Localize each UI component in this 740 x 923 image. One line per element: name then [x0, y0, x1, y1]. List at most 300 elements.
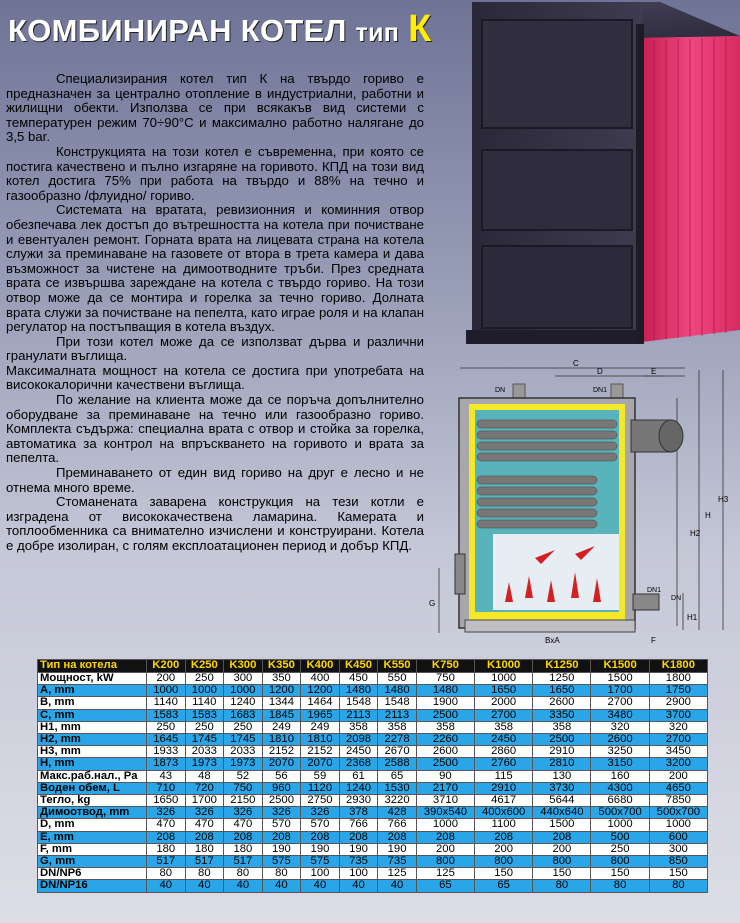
table-cell: 735	[378, 856, 417, 868]
table-cell: 1845	[262, 709, 301, 721]
table-cell: 358	[475, 721, 533, 733]
table-cell: 208	[378, 831, 417, 843]
table-cell: 190	[339, 843, 378, 855]
table-cell: 400x600	[475, 807, 533, 819]
header-cell: K350	[262, 660, 301, 673]
label-BxA: BxA	[545, 636, 560, 645]
table-cell: 56	[262, 770, 301, 782]
label-G: G	[429, 599, 436, 608]
table-cell: 2170	[416, 782, 474, 794]
table-cell: 1965	[301, 709, 340, 721]
table-cell: 800	[591, 856, 649, 868]
table-cell: 190	[262, 843, 301, 855]
table-cell: 40	[262, 880, 301, 892]
table-cell: 2500	[416, 709, 474, 721]
table-cell: 3730	[533, 782, 591, 794]
table-cell: 61	[339, 770, 378, 782]
table-cell: 1683	[224, 709, 263, 721]
table-cell: 249	[262, 721, 301, 733]
table-cell: 2098	[339, 734, 378, 746]
table-cell: 1240	[339, 782, 378, 794]
boiler-middle-door	[482, 150, 632, 230]
table-row	[38, 795, 708, 807]
table-cell: 450	[339, 673, 378, 685]
title-type-word: тип	[355, 19, 400, 47]
table-cell: 250	[147, 721, 186, 733]
table-cell: 65	[416, 880, 474, 892]
table-cell: 1500	[533, 819, 591, 831]
table-cell: 850	[649, 856, 707, 868]
table-cell: 2500	[533, 734, 591, 746]
table-cell: 1480	[378, 685, 417, 697]
table-cell: 40	[378, 880, 417, 892]
table-cell: 52	[224, 770, 263, 782]
table-row	[38, 709, 708, 721]
table-cell: 2368	[339, 758, 378, 770]
table-cell: 208	[301, 831, 340, 843]
table-row	[38, 746, 708, 758]
table-cell: 1140	[185, 697, 224, 709]
boiler-edge	[636, 24, 644, 342]
table-cell: 115	[475, 770, 533, 782]
table-cell: 326	[147, 807, 186, 819]
table-cell: 2750	[301, 795, 340, 807]
table-row	[38, 758, 708, 770]
paragraph-2: Конструкцията на този котел е съвременна, при която се постига качествено и пълно изгаряне на горивото. КПД на този вид котел достига 75% при работа на твърдо и 88% на течно и газообразно /флуидно/ гориво.	[6, 143, 424, 203]
table-cell: 800	[533, 856, 591, 868]
table-cell: 100	[301, 868, 340, 880]
table-cell: 3350	[533, 709, 591, 721]
header-cell: K250	[185, 660, 224, 673]
table-cell: 1700	[591, 685, 649, 697]
label-C: C	[573, 359, 579, 368]
table-cell: 208	[339, 831, 378, 843]
description-text	[6, 72, 424, 554]
table-cell: 190	[301, 843, 340, 855]
table-cell: 3200	[649, 758, 707, 770]
table-cell: 2600	[533, 697, 591, 709]
table-cell: 1650	[533, 685, 591, 697]
table-cell: 2000	[475, 697, 533, 709]
table-cell: 500	[591, 831, 649, 843]
table-cell: 326	[301, 807, 340, 819]
page-title	[8, 8, 432, 51]
table-cell: 3220	[378, 795, 417, 807]
table-cell: 1973	[185, 758, 224, 770]
table-header-row	[38, 660, 708, 673]
table-cell: 1250	[533, 673, 591, 685]
table-cell: 2910	[533, 746, 591, 758]
table-row	[38, 868, 708, 880]
table-cell: 378	[339, 807, 378, 819]
boiler-base	[466, 330, 644, 344]
table-cell: 1750	[649, 685, 707, 697]
table-cell: 4617	[475, 795, 533, 807]
table-cell: 710	[147, 782, 186, 794]
table-cell: 1900	[416, 697, 474, 709]
table-row	[38, 880, 708, 892]
table-cell: 250	[224, 721, 263, 733]
row-label: Воден обем, L	[38, 782, 147, 794]
paragraph-1: Специализирания котел тип К на твърдо гориво е предназначен за централно отопление в индустриални, работни и жилищни обекти. Използва се при всякакъв вид системи с температурен режим 70÷90°С и максимално работно налягане до 3,5 bar.	[6, 71, 424, 145]
title-type-letter: К	[408, 8, 432, 50]
table-cell: 208	[262, 831, 301, 843]
table-cell: 208	[533, 831, 591, 843]
label-F: F	[651, 636, 656, 645]
table-cell: 358	[416, 721, 474, 733]
label-DN-lower: DN	[671, 595, 682, 602]
table-cell: 40	[185, 880, 224, 892]
table-cell: 150	[475, 868, 533, 880]
table-cell: 3450	[649, 746, 707, 758]
table-row	[38, 734, 708, 746]
header-cell: K550	[378, 660, 417, 673]
table-body	[38, 673, 708, 893]
table-cell: 517	[147, 856, 186, 868]
table-cell: 65	[378, 770, 417, 782]
row-label: DN/NP16	[38, 880, 147, 892]
boiler-diagram	[425, 358, 740, 658]
table-cell: 2700	[649, 734, 707, 746]
title-main: КОМБИНИРАН КОТЕЛ	[8, 13, 347, 48]
table-cell: 500x700	[649, 807, 707, 819]
table-cell: 90	[416, 770, 474, 782]
paragraph-4: При този котел може да се използват дърва и различни гранулати въглища.	[6, 333, 424, 364]
row-label: Макс.раб.нал., Pa	[38, 770, 147, 782]
table-cell: 1530	[378, 782, 417, 794]
row-label: A, mm	[38, 685, 147, 697]
table-cell: 208	[185, 831, 224, 843]
table-cell: 2033	[185, 746, 224, 758]
header-cell: K450	[339, 660, 378, 673]
table-cell: 5644	[533, 795, 591, 807]
boiler-photo	[460, 0, 740, 360]
table-cell: 1583	[147, 709, 186, 721]
table-cell: 2450	[475, 734, 533, 746]
table-row	[38, 856, 708, 868]
label-DN1-lower: DN1	[647, 587, 662, 594]
table-cell: 2700	[475, 709, 533, 721]
table-cell: 2260	[416, 734, 474, 746]
table-cell: 125	[416, 868, 474, 880]
table-cell: 2152	[262, 746, 301, 758]
table-cell: 1873	[147, 758, 186, 770]
table-cell: 440x640	[533, 807, 591, 819]
table-row	[38, 831, 708, 843]
table-cell: 250	[185, 673, 224, 685]
table-cell: 2588	[378, 758, 417, 770]
table-cell: 1000	[147, 685, 186, 697]
table-cell: 300	[224, 673, 263, 685]
table-cell: 517	[224, 856, 263, 868]
table-cell: 2152	[301, 746, 340, 758]
row-label: F, mm	[38, 843, 147, 855]
flue-cap	[659, 420, 683, 452]
table-cell: 470	[147, 819, 186, 831]
table-cell: 800	[416, 856, 474, 868]
table-cell: 250	[185, 721, 224, 733]
table-cell: 3710	[416, 795, 474, 807]
table-cell: 80	[533, 880, 591, 892]
row-label: H2, mm	[38, 734, 147, 746]
table-cell: 150	[533, 868, 591, 880]
table-cell: 470	[224, 819, 263, 831]
table-cell: 208	[416, 831, 474, 843]
table-row	[38, 721, 708, 733]
header-cell: K750	[416, 660, 474, 673]
table-row	[38, 685, 708, 697]
paragraph-8: Стоманената заварена конструкция на тези котли е изградена от висококачествена ламарина. Камерата и топлообменника са внимателно изчислени и конструирани. Котела е добре изолиран, с голям експлоатационен период и добър КПД.	[6, 494, 424, 553]
table-cell: 1480	[339, 685, 378, 697]
table-cell: 720	[185, 782, 224, 794]
row-label: Димоотвод, mm	[38, 807, 147, 819]
table-cell: 1000	[475, 673, 533, 685]
table-cell: 320	[591, 721, 649, 733]
table-cell: 800	[475, 856, 533, 868]
table-cell: 180	[185, 843, 224, 855]
diagram-base	[465, 620, 635, 632]
table-cell: 2900	[649, 697, 707, 709]
paragraph-3: Системата на вратата, ревизионния и коминния отвор обезпечава лек достъп до вътрешността на котела при почистване и евентуален ремонт. Горната врата на лицевата страна на котела служи за преминаване на газовете от втора в трета камера и дава възможност за чистене на димоотводните тръби. През средната врата се извършва зареждане на котела с твърдо гориво. На този отвор може да се монтира и горелка за течно гориво. Долната врата служи за почистване на пепелта, като играе роля и на клапан регулатор на постъпващия в котела въздух.	[6, 202, 424, 335]
table-cell: 960	[262, 782, 301, 794]
table-cell: 766	[378, 819, 417, 831]
header-cell: K300	[224, 660, 263, 673]
table-cell: 3250	[591, 746, 649, 758]
table-cell: 40	[224, 880, 263, 892]
table-cell: 766	[339, 819, 378, 831]
table-cell: 80	[224, 868, 263, 880]
table-cell: 1548	[378, 697, 417, 709]
table-cell: 7850	[649, 795, 707, 807]
table-cell: 2930	[339, 795, 378, 807]
table-cell: 1000	[591, 819, 649, 831]
table-cell: 3480	[591, 709, 649, 721]
table-row	[38, 807, 708, 819]
header-cell: K1250	[533, 660, 591, 673]
table-cell: 130	[533, 770, 591, 782]
table-cell: 550	[378, 673, 417, 685]
table-cell: 40	[339, 880, 378, 892]
table-row	[38, 770, 708, 782]
table-cell: 2910	[475, 782, 533, 794]
table-cell: 125	[378, 868, 417, 880]
table-cell: 80	[185, 868, 224, 880]
table-cell: 326	[262, 807, 301, 819]
header-cell: K1800	[649, 660, 707, 673]
table-cell: 249	[301, 721, 340, 733]
table-cell: 1810	[262, 734, 301, 746]
table-cell: 1650	[475, 685, 533, 697]
table-cell: 3150	[591, 758, 649, 770]
table-cell: 180	[224, 843, 263, 855]
table-cell: 358	[339, 721, 378, 733]
table-cell: 200	[147, 673, 186, 685]
row-label: B, mm	[38, 697, 147, 709]
table-row	[38, 782, 708, 794]
table-cell: 575	[262, 856, 301, 868]
row-label: G, mm	[38, 856, 147, 868]
table-cell: 2500	[262, 795, 301, 807]
table-cell: 2070	[301, 758, 340, 770]
boiler-side-panel	[642, 36, 740, 342]
paragraph-7: Преминаването от един вид гориво на друг е лесно и не отнема много време.	[6, 465, 424, 495]
table-cell: 2033	[224, 746, 263, 758]
table-cell: 150	[649, 868, 707, 880]
label-DN1: DN1	[593, 387, 608, 394]
table-cell: 40	[147, 880, 186, 892]
table-cell: 2860	[475, 746, 533, 758]
table-cell: 160	[591, 770, 649, 782]
table-cell: 1464	[301, 697, 340, 709]
table-cell: 1200	[262, 685, 301, 697]
row-label: Тегло, kg	[38, 795, 147, 807]
table-cell: 208	[147, 831, 186, 843]
table-cell: 1700	[185, 795, 224, 807]
table-cell: 2113	[378, 709, 417, 721]
table-row	[38, 673, 708, 685]
table-cell: 4300	[591, 782, 649, 794]
header-cell: K200	[147, 660, 186, 673]
header-cell: K400	[301, 660, 340, 673]
table-cell: 2150	[224, 795, 263, 807]
row-label: H1, mm	[38, 721, 147, 733]
table-cell: 80	[591, 880, 649, 892]
table-cell: 1240	[224, 697, 263, 709]
table-cell: 1140	[147, 697, 186, 709]
table-cell: 428	[378, 807, 417, 819]
table-cell: 1745	[224, 734, 263, 746]
table-cell: 350	[262, 673, 301, 685]
table-cell: 65	[475, 880, 533, 892]
label-DN: DN	[495, 387, 506, 394]
table-cell: 750	[416, 673, 474, 685]
table-cell: 250	[591, 843, 649, 855]
table-cell: 2760	[475, 758, 533, 770]
table-cell: 750	[224, 782, 263, 794]
table-row	[38, 819, 708, 831]
table-cell: 1548	[339, 697, 378, 709]
boiler-upper-door	[482, 20, 632, 128]
row-label: C, mm	[38, 709, 147, 721]
table-cell: 6680	[591, 795, 649, 807]
table-cell: 326	[185, 807, 224, 819]
table-cell: 1000	[185, 685, 224, 697]
table-cell: 1000	[224, 685, 263, 697]
table-cell: 517	[185, 856, 224, 868]
label-E: E	[651, 367, 657, 376]
table-cell: 2670	[378, 746, 417, 758]
table-cell: 80	[262, 868, 301, 880]
table-cell: 1650	[147, 795, 186, 807]
table-cell: 2278	[378, 734, 417, 746]
table-cell: 190	[378, 843, 417, 855]
table-cell: 3700	[649, 709, 707, 721]
table-cell: 575	[301, 856, 340, 868]
table-cell: 208	[475, 831, 533, 843]
return-nozzle	[633, 594, 659, 610]
table-row	[38, 843, 708, 855]
row-label: DN/NP6	[38, 868, 147, 880]
table-cell: 400	[301, 673, 340, 685]
table-cell: 2500	[416, 758, 474, 770]
table-row	[38, 697, 708, 709]
table-cell: 150	[591, 868, 649, 880]
row-label: H3, mm	[38, 746, 147, 758]
table-cell: 2450	[339, 746, 378, 758]
paragraph-5: Максималната мощност на котела се достига при употребата на висококалорични качествени въглища.	[6, 362, 424, 393]
row-label: H, mm	[38, 758, 147, 770]
table-cell: 1973	[224, 758, 263, 770]
header-cell: K1000	[475, 660, 533, 673]
table-cell: 570	[301, 819, 340, 831]
table-cell: 40	[301, 880, 340, 892]
paragraph-6: По желание на клиента може да се поръча допълнително оборудване за преминаване на течно или газообразно гориво. Комплекта съдържа: специална врата с отвор и стойка за горелка, автоматика за контрол на впръскването на горивото и врата за пепелта.	[6, 392, 424, 466]
table-cell: 1344	[262, 697, 301, 709]
table-cell: 470	[185, 819, 224, 831]
table-cell: 48	[185, 770, 224, 782]
table-cell: 2700	[591, 697, 649, 709]
table-cell: 2070	[262, 758, 301, 770]
table-cell: 1500	[591, 673, 649, 685]
table-cell: 326	[224, 807, 263, 819]
table-cell: 1745	[185, 734, 224, 746]
table-cell: 1583	[185, 709, 224, 721]
table-cell: 1933	[147, 746, 186, 758]
table-cell: 43	[147, 770, 186, 782]
table-cell: 1120	[301, 782, 340, 794]
table-cell: 1800	[649, 673, 707, 685]
table-cell: 300	[649, 843, 707, 855]
label-H1: H1	[687, 613, 698, 622]
table-cell: 600	[649, 831, 707, 843]
table-cell: 1480	[416, 685, 474, 697]
table-cell: 1100	[475, 819, 533, 831]
table-cell: 208	[224, 831, 263, 843]
table-cell: 180	[147, 843, 186, 855]
table-cell: 1000	[416, 819, 474, 831]
table-cell: 2600	[591, 734, 649, 746]
table-cell: 200	[475, 843, 533, 855]
label-H3: H3	[718, 495, 729, 504]
table-cell: 735	[339, 856, 378, 868]
table-cell: 358	[533, 721, 591, 733]
table-cell: 358	[378, 721, 417, 733]
row-label: Мощност, kW	[38, 673, 147, 685]
table-cell: 390x540	[416, 807, 474, 819]
table-cell: 1810	[301, 734, 340, 746]
label-H: H	[705, 511, 711, 520]
table-cell: 2600	[416, 746, 474, 758]
table-cell: 2113	[339, 709, 378, 721]
row-label: D, mm	[38, 819, 147, 831]
specifications-table	[37, 659, 708, 893]
table-cell: 2810	[533, 758, 591, 770]
table-cell: 1200	[301, 685, 340, 697]
table-cell: 200	[416, 843, 474, 855]
table-cell: 80	[649, 880, 707, 892]
row-label: E, mm	[38, 831, 147, 843]
table-cell: 100	[339, 868, 378, 880]
table-cell: 80	[147, 868, 186, 880]
header-cell: Тип на котела	[38, 660, 147, 673]
table-cell: 4650	[649, 782, 707, 794]
table-cell: 500x700	[591, 807, 649, 819]
fuel-door	[455, 554, 465, 594]
table-cell: 1000	[649, 819, 707, 831]
table-cell: 200	[649, 770, 707, 782]
label-D: D	[597, 367, 603, 376]
boiler-lower-door	[482, 246, 632, 328]
